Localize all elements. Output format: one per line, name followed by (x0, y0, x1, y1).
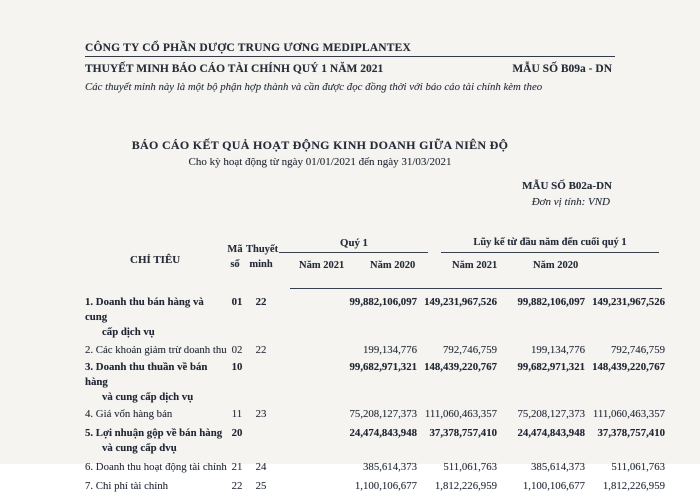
table-row (85, 343, 665, 358)
thuyet-minh-cell: 23 (255, 408, 267, 420)
cumulative-2020-value: 148,439,220,767 (592, 361, 665, 373)
group-header-quarter: Quý 1 (340, 237, 368, 249)
thuyet-minh-cell: 22 (255, 344, 267, 356)
q1-2020-value: 1,812,226,959 (434, 480, 497, 492)
row-label (85, 343, 227, 358)
document-type-title: THUYẾT MINH BÁO CÁO TÀI CHÍNH QUÝ 1 NĂM 2021 (85, 63, 384, 75)
q1-2020-value: 149,231,967,526 (424, 296, 497, 308)
thuyet-minh-cell: 25 (255, 480, 267, 492)
q1-2020-value: 111,060,463,357 (424, 408, 497, 420)
cumulative-2021-value: 199,134,776 (531, 344, 585, 356)
header-separator-line (290, 288, 662, 289)
ma-so-cell: 10 (231, 361, 243, 373)
q1-2020-value: 511,061,763 (443, 461, 497, 473)
ma-so-line2: số (230, 259, 240, 270)
cumulative-2020-value: 37,378,757,410 (597, 427, 665, 439)
thuyet-minh-cell: 22 (255, 296, 267, 308)
cumulative-2021-value: 385,614,373 (531, 461, 585, 473)
quarter-group-underline (279, 252, 428, 253)
document-type-line (85, 63, 612, 75)
thuyet-minh-cell (247, 360, 275, 405)
q1-2020-value: 37,378,757,410 (429, 427, 497, 439)
column-header-thuyet-minh (246, 242, 279, 272)
group-header-cumulative: Lũy kế từ đầu năm đến cuối quý 1 (473, 237, 627, 248)
form-number-report: MẪU SỐ B02a-DN (522, 180, 612, 192)
table-row (85, 426, 665, 456)
row-label-line2: và cung cấp dịch vụ (102, 391, 194, 403)
cumulative-2020-value: 149,231,967,526 (592, 296, 665, 308)
row-label-line1: 6. Doanh thu hoạt động tài chính (85, 461, 227, 473)
ma-so-cell: 22 (231, 480, 243, 492)
cumulative-2021-value: 99,882,106,097 (517, 296, 585, 308)
table-row (85, 407, 665, 422)
row-label (85, 407, 227, 422)
q1-2021-value: 385,614,373 (363, 461, 417, 473)
cumulative-year-2020-header: Năm 2020 (533, 260, 579, 271)
row-label-line1: 7. Chi phí tài chính (85, 480, 169, 492)
quarter-year-2021-header: Năm 2021 (299, 260, 345, 271)
thuyet-minh-cell (247, 426, 275, 456)
table-row (85, 295, 665, 340)
ma-so-cell: 01 (231, 296, 243, 308)
row-label-line1: 1. Doanh thu bán hàng và cung (85, 296, 204, 323)
cumulative-2021-value: 24,474,843,948 (517, 427, 585, 439)
q1-2020-value: 148,439,220,767 (424, 361, 497, 373)
row-label-line2: và cung cấp dvụ (102, 442, 177, 454)
q1-2021-value: 75,208,127,373 (349, 408, 417, 420)
cumulative-2020-value: 111,060,463,357 (592, 408, 665, 420)
table-row (85, 479, 665, 494)
row-label (85, 426, 227, 456)
table-row (85, 360, 665, 405)
cumulative-2020-value: 1,812,226,959 (602, 480, 665, 492)
unit-label: Đơn vị tính: VND (531, 196, 610, 208)
ma-so-cell: 11 (231, 408, 243, 420)
row-label-line1: 4. Giá vốn hàng bán (85, 408, 173, 420)
row-label (85, 479, 227, 494)
cumulative-2021-value: 99,682,971,321 (517, 361, 585, 373)
table-row (85, 460, 665, 475)
q1-2021-value: 24,474,843,948 (349, 427, 417, 439)
row-label-line1: 2. Các khoản giảm trừ doanh thu (85, 344, 227, 356)
ma-so-line1: Mã (227, 244, 243, 255)
cumulative-group-underline (441, 252, 659, 253)
ma-so-cell: 02 (231, 344, 243, 356)
row-label (85, 360, 227, 405)
income-statement-table (85, 295, 665, 494)
report-title: BÁO CÁO KẾT QUẢ HOẠT ĐỘNG KINH DOANH GIỮA NIÊN ĐỘ (131, 138, 509, 152)
row-label-line2: cấp dịch vụ (102, 326, 155, 338)
cumulative-2021-value: 75,208,127,373 (517, 408, 585, 420)
column-header-chi-tieu: CHỈ TIÊU (130, 254, 181, 266)
ma-so-cell: 21 (231, 461, 243, 473)
row-label (85, 460, 227, 475)
cumulative-2021-value: 1,100,106,677 (522, 480, 585, 492)
thuyet-minh-cell: 24 (255, 461, 267, 473)
cumulative-2020-value: 792,746,759 (611, 344, 665, 356)
row-label (85, 295, 227, 340)
company-name: CÔNG TY CỔ PHẦN DƯỢC TRUNG ƯƠNG MEDIPLANTEX (85, 42, 615, 57)
column-header-ma-so (222, 242, 248, 272)
cumulative-year-2021-header: Năm 2021 (452, 260, 498, 271)
ma-so-cell: 20 (231, 427, 243, 439)
q1-2020-value: 792,746,759 (443, 344, 497, 356)
row-label-line1: 5. Lợi nhuận gộp về bán hàng (85, 427, 223, 439)
q1-2021-value: 1,100,106,677 (354, 480, 417, 492)
q1-2021-value: 99,882,106,097 (349, 296, 417, 308)
quarter-year-2020-header: Năm 2020 (370, 260, 416, 271)
notes-disclaimer: Các thuyết minh này là một bộ phận hợp thành và cần được đọc đồng thời với báo cáo tài chính kèm theo (85, 81, 543, 93)
q1-2021-value: 199,134,776 (363, 344, 417, 356)
q1-2021-value: 99,682,971,321 (349, 361, 417, 373)
form-number-top: MẪU SỐ B09a - DN (512, 63, 612, 75)
thuyet-minh-line2: minh (249, 259, 273, 270)
report-period: Cho kỳ hoạt động từ ngày 01/01/2021 đến ngày 31/03/2021 (188, 156, 452, 168)
row-label-line1: 3. Doanh thu thuần về bán hàng (85, 361, 208, 388)
cumulative-2020-value: 511,061,763 (611, 461, 665, 473)
thuyet-minh-line1: Thuyết (246, 244, 279, 255)
